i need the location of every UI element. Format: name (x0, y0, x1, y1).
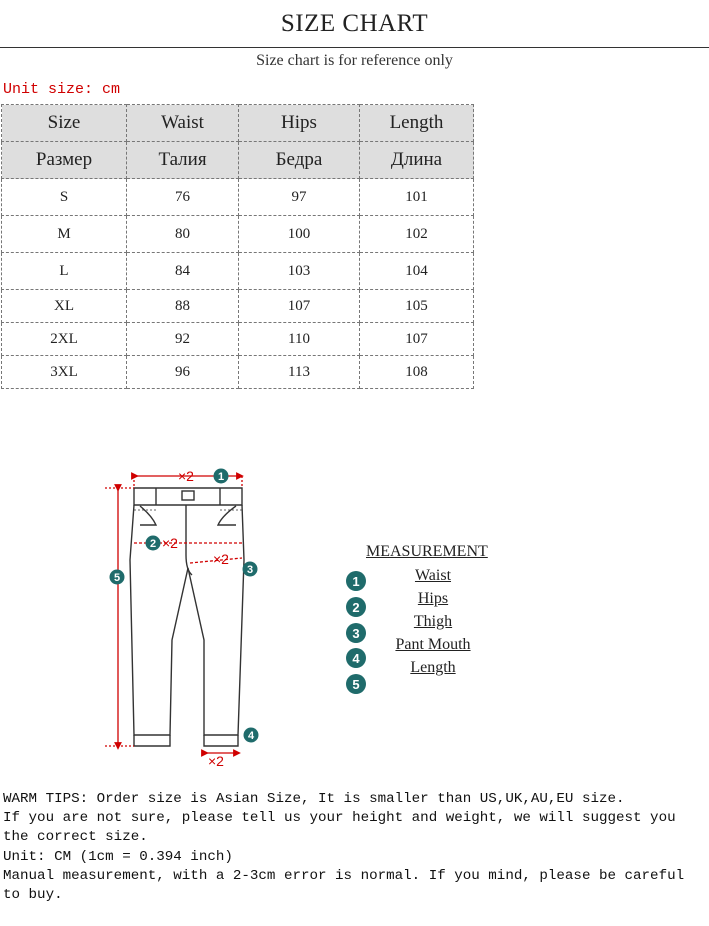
svg-text:3: 3 (352, 626, 360, 641)
measurement-title: MEASUREMENT (366, 543, 488, 560)
table-cell: 101 (360, 179, 474, 216)
measurement-item-thigh: Thigh (413, 613, 453, 630)
svg-text:4: 4 (352, 651, 360, 666)
svg-text:2: 2 (149, 538, 157, 550)
svg-text:1: 1 (352, 574, 360, 589)
table-cell: 3XL (2, 356, 127, 389)
table-cell: 104 (360, 253, 474, 290)
badge-5-icon (345, 673, 367, 695)
table-cell: 102 (360, 216, 474, 253)
table-cell: 80 (127, 216, 239, 253)
table-cell: 103 (239, 253, 360, 290)
multiplier-label: ×2 (208, 753, 224, 769)
svg-text:1: 1 (217, 471, 225, 483)
tip-line: Manual measurement, with a 2-3cm error is normal. If you mind, please be careful to buy. (3, 867, 685, 904)
measurement-item-pant-mouth: Pant Mouth (395, 636, 471, 653)
table-cell: 100 (239, 216, 360, 253)
table-cell: 2XL (2, 323, 127, 356)
table-row (2, 356, 474, 389)
table-cell: L (2, 253, 127, 290)
badge-3-icon (345, 622, 367, 644)
pants-diagram (100, 458, 270, 773)
table-row (2, 290, 474, 323)
size-table (1, 104, 474, 389)
marker-3 (243, 562, 258, 577)
page-subtitle: Size chart is for reference only (256, 52, 453, 69)
badge-4-icon (345, 647, 367, 669)
table-row (2, 323, 474, 356)
title-divider (0, 47, 709, 48)
measurement-item-waist: Waist (414, 567, 452, 584)
table-header-ru (2, 142, 474, 179)
marker-1 (214, 469, 229, 484)
svg-text:2: 2 (352, 600, 360, 615)
tip-line: Unit: CM (1cm = 0.394 inch) (3, 848, 233, 865)
table-cell: 92 (127, 323, 239, 356)
table-row (2, 179, 474, 216)
marker-4 (244, 728, 259, 743)
svg-text:3: 3 (246, 564, 254, 576)
badge-2-icon (345, 596, 367, 618)
header-cell: Длина (360, 142, 474, 179)
measurement-item-hips: Hips (417, 590, 449, 607)
header-cell: Length (360, 105, 474, 142)
header-cell: Size (2, 105, 127, 142)
badge-1-icon (345, 570, 367, 592)
marker-2 (146, 536, 161, 551)
table-cell: 105 (360, 290, 474, 323)
table-cell: 76 (127, 179, 239, 216)
unit-label: Unit size: cm (3, 81, 121, 98)
table-cell: 113 (239, 356, 360, 389)
table-row (2, 216, 474, 253)
svg-text:5: 5 (352, 677, 360, 692)
marker-5 (110, 570, 125, 585)
header-cell: Waist (127, 105, 239, 142)
measurement-item-length: Length (410, 659, 456, 676)
table-cell: 96 (127, 356, 239, 389)
tip-line: If you are not sure, please tell us your height and weight, we will suggest you the correct size. (3, 810, 676, 846)
multiplier-label: ×2 (213, 551, 229, 567)
header-cell: Hips (239, 105, 360, 142)
header-cell: Размер (2, 142, 127, 179)
table-cell: 108 (360, 356, 474, 389)
warm-tips (3, 790, 703, 905)
table-header-en (2, 105, 474, 142)
svg-text:4: 4 (247, 730, 255, 742)
svg-text:5: 5 (113, 572, 121, 584)
table-cell: 110 (239, 323, 360, 356)
tip-line: WARM TIPS: Order size is Asian Size, It is smaller than US,UK,AU,EU size. (3, 791, 625, 807)
table-cell: 107 (360, 323, 474, 356)
pants-icon (130, 488, 244, 746)
multiplier-label: ×2 (178, 468, 194, 484)
table-cell: 97 (239, 179, 360, 216)
page-title: SIZE CHART (280, 10, 429, 37)
multiplier-label: ×2 (162, 535, 178, 551)
header-cell: Талия (127, 142, 239, 179)
table-cell: 88 (127, 290, 239, 323)
table-cell: XL (2, 290, 127, 323)
table-row (2, 253, 474, 290)
table-cell: 84 (127, 253, 239, 290)
header-cell: Бедра (239, 142, 360, 179)
table-cell: M (2, 216, 127, 253)
table-cell: S (2, 179, 127, 216)
table-cell: 107 (239, 290, 360, 323)
